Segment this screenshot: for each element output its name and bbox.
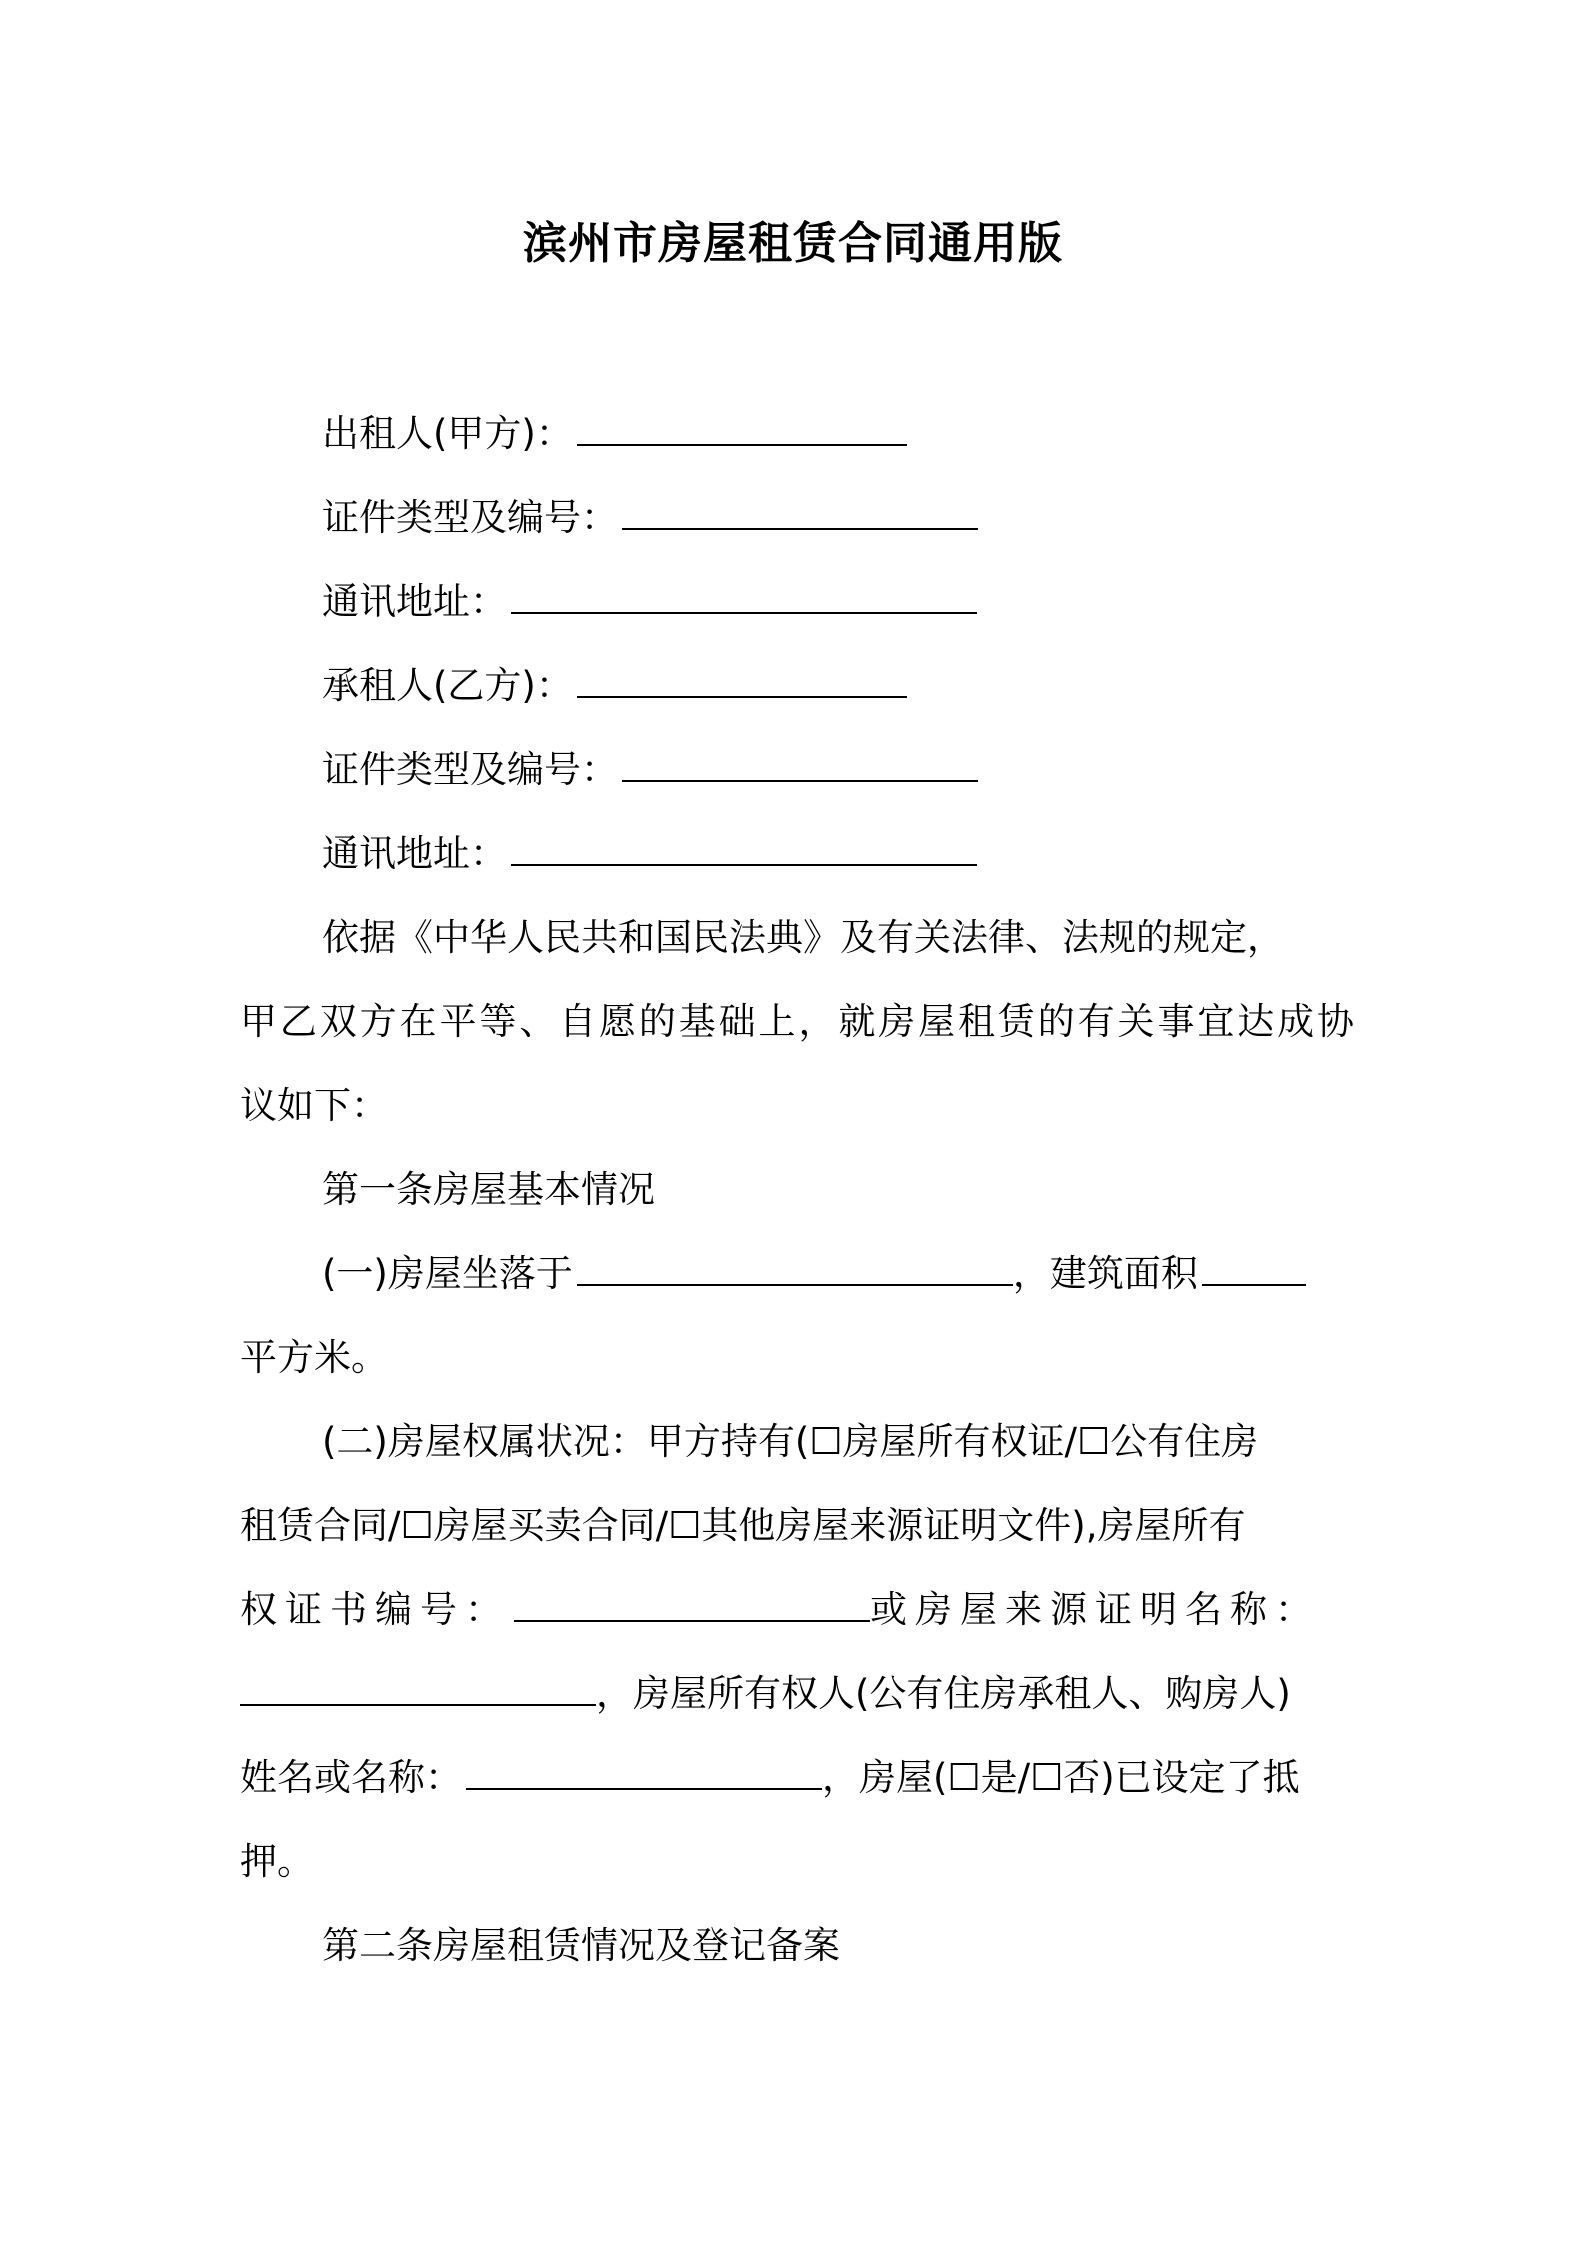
- intro-line-1: 依据《中华人民共和国民法典》及有关法律、法规的规定，: [322, 916, 1284, 959]
- lessee-address-label: 通讯地址：: [322, 832, 507, 875]
- owner-name-label: 姓名或名称：: [240, 1756, 462, 1799]
- lessee-line: [322, 658, 907, 714]
- cert-number-blank[interactable]: [514, 1619, 870, 1622]
- intro-line-2: 甲乙双方在平等、自愿的基础上，就房屋租赁的有关事宜达成协: [240, 1000, 1354, 1043]
- mortgage-label: ，房屋(☐是/☐否)已设定了抵: [822, 1756, 1300, 1799]
- lessee-blank[interactable]: [577, 695, 907, 698]
- lessee-id-label: 证件类型及编号：: [322, 748, 618, 791]
- area-blank[interactable]: [1202, 1283, 1306, 1286]
- a1-p1-line2: 平方米。: [240, 1336, 388, 1379]
- intro-line-3: 议如下：: [240, 1084, 388, 1127]
- lessor-id-blank[interactable]: [622, 527, 978, 530]
- lessor-address-blank[interactable]: [511, 611, 977, 614]
- lessee-address-line: [322, 826, 977, 882]
- lessor-blank[interactable]: [577, 443, 907, 446]
- lessor-line: [322, 406, 907, 462]
- article1-heading: 第一条房屋基本情况: [322, 1168, 655, 1211]
- a1-p2-line6: 押。: [240, 1840, 314, 1883]
- a1-p2-line5: [240, 1750, 1300, 1806]
- document-title: 滨州市房屋租赁合同通用版: [523, 218, 1063, 269]
- a1-p2-line1: (二)房屋权属状况：甲方持有(☐房屋所有权证/☐公有住房: [322, 1420, 1259, 1463]
- lessor-label: 出租人(甲方)：: [322, 412, 573, 455]
- lessor-id-line: [322, 490, 978, 546]
- article2-heading: 第二条房屋租赁情况及登记备案: [322, 1924, 840, 1967]
- owner-name-blank[interactable]: [466, 1787, 822, 1790]
- a1-p1-line1: [322, 1246, 1306, 1302]
- area-label: ，建筑面积: [1012, 1252, 1198, 1295]
- source-name-label: 或房屋来源证明名称：: [870, 1588, 1320, 1631]
- a1-p2-line3: [240, 1582, 1320, 1638]
- cert-number-label: 权证书编号：: [240, 1588, 510, 1631]
- location-blank[interactable]: [577, 1283, 1013, 1286]
- a1-p2-line2: 租赁合同/☐房屋买卖合同/☐其他房屋来源证明文件),房屋所有: [240, 1504, 1246, 1547]
- lessor-address-label: 通讯地址：: [322, 580, 507, 623]
- owner-label: ，房屋所有权人(公有住房承租人、购房人): [596, 1672, 1291, 1715]
- location-label: (一)房屋坐落于: [322, 1252, 573, 1295]
- a1-p2-line4: [240, 1666, 1291, 1722]
- source-name-blank[interactable]: [240, 1703, 596, 1706]
- lessee-id-blank[interactable]: [622, 779, 978, 782]
- lessee-address-blank[interactable]: [511, 863, 977, 866]
- lessor-address-line: [322, 574, 977, 630]
- lessee-label: 承租人(乙方)：: [322, 664, 573, 707]
- lessor-id-label: 证件类型及编号：: [322, 496, 618, 539]
- lessee-id-line: [322, 742, 978, 798]
